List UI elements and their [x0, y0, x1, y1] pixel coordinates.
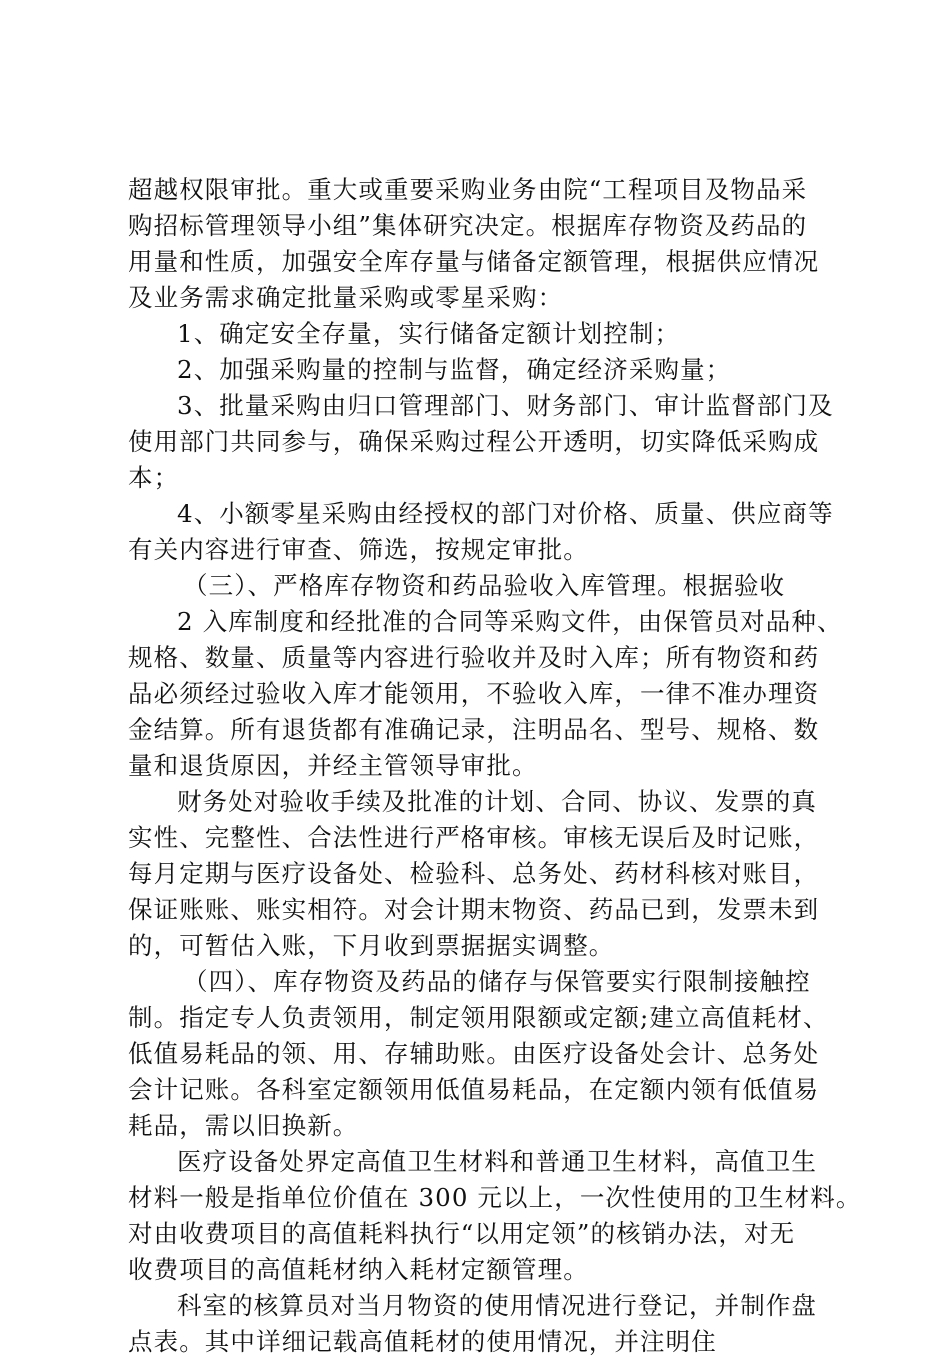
- text-line: 用量和性质，加强安全库存量与储备定额管理，根据供应情况: [128, 247, 820, 276]
- text-line: 材料一般是指单位价值在 300 元以上，一次性使用的卫生材料。: [128, 1183, 862, 1212]
- text-line: 金结算。所有退货都有准确记录，注明品名、型号、规格、数: [128, 715, 820, 744]
- text-line: 耗品，需以旧换新。: [128, 1111, 359, 1140]
- text-line: 超越权限审批。重大或重要采购业务由院“工程项目及物品采: [128, 175, 808, 204]
- paragraph-start: 科室的核算员对当月物资的使用情况进行登记，并制作盘: [177, 1291, 817, 1320]
- text-line: 低值易耗品的领、用、存辅助账。由医疗设备处会计、总务处: [128, 1039, 820, 1068]
- text-line: 制。指定专人负责领用，制定领用限额或定额;建立高值耗材、: [128, 1003, 829, 1032]
- paragraph-start: 医疗设备处界定高值卫生材料和普通卫生材料，高值卫生: [177, 1147, 817, 1176]
- text-line: 量和退货原因，并经主管领导审批。: [128, 751, 538, 780]
- section-heading: （四）、库存物资及药品的储存与保管要实行限制接触控: [183, 967, 811, 996]
- list-item: 2、加强采购量的控制与监督，确定经济采购量；: [177, 355, 732, 384]
- text-line: 有关内容进行审查、筛选，按规定审批。: [128, 535, 589, 564]
- text-line: 及业务需求确定批量采购或零星采购：: [128, 283, 564, 312]
- text-line: 的，可暂估入账，下月收到票据据实调整。: [128, 931, 615, 960]
- text-line: 实性、完整性、合法性进行严格审核。审核无误后及时记账，: [128, 823, 820, 852]
- text-line: 每月定期与医疗设备处、检验科、总务处、药材科核对账目，: [128, 859, 820, 888]
- text-line: 对由收费项目的高值耗料执行“以用定领”的核销办法，对无: [128, 1219, 796, 1248]
- text-line: 点表。其中详细记载高值耗材的使用情况，并注明住: [128, 1327, 717, 1356]
- text-line: 购招标管理领导小组”集体研究决定。根据库存物资及药品的: [128, 211, 808, 240]
- text-line: 本；: [128, 463, 180, 492]
- text-line: 收费项目的高值耗材纳入耗材定额管理。: [128, 1255, 589, 1284]
- text-line: 规格、数量、质量等内容进行验收并及时入库；所有物资和药: [128, 643, 820, 672]
- text-line: 品必须经过验收入库才能领用，不验收入库，一律不准办理资: [128, 679, 820, 708]
- document-body: [128, 172, 862, 1360]
- paragraph-start: 财务处对验收手续及批准的计划、合同、协议、发票的真: [177, 787, 817, 816]
- text-line: 使用部门共同参与，确保采购过程公开透明，切实降低采购成: [128, 427, 820, 456]
- list-item: 4、小额零星采购由经授权的部门对价格、质量、供应商等: [177, 499, 834, 528]
- list-item: 1、确定安全存量，实行储备定额计划控制；: [177, 319, 681, 348]
- paragraph-start: 2 入库制度和经批准的合同等采购文件，由保管员对品种、: [177, 607, 843, 636]
- section-heading: （三）、严格库存物资和药品验收入库管理。根据验收: [183, 571, 786, 600]
- list-item: 3、批量采购由归口管理部门、财务部门、审计监督部门及: [177, 391, 834, 420]
- text-line: 会计记账。各科室定额领用低值易耗品，在定额内领有低值易: [128, 1075, 820, 1104]
- text-line: 保证账账、账实相符。对会计期末物资、药品已到，发票未到: [128, 895, 820, 924]
